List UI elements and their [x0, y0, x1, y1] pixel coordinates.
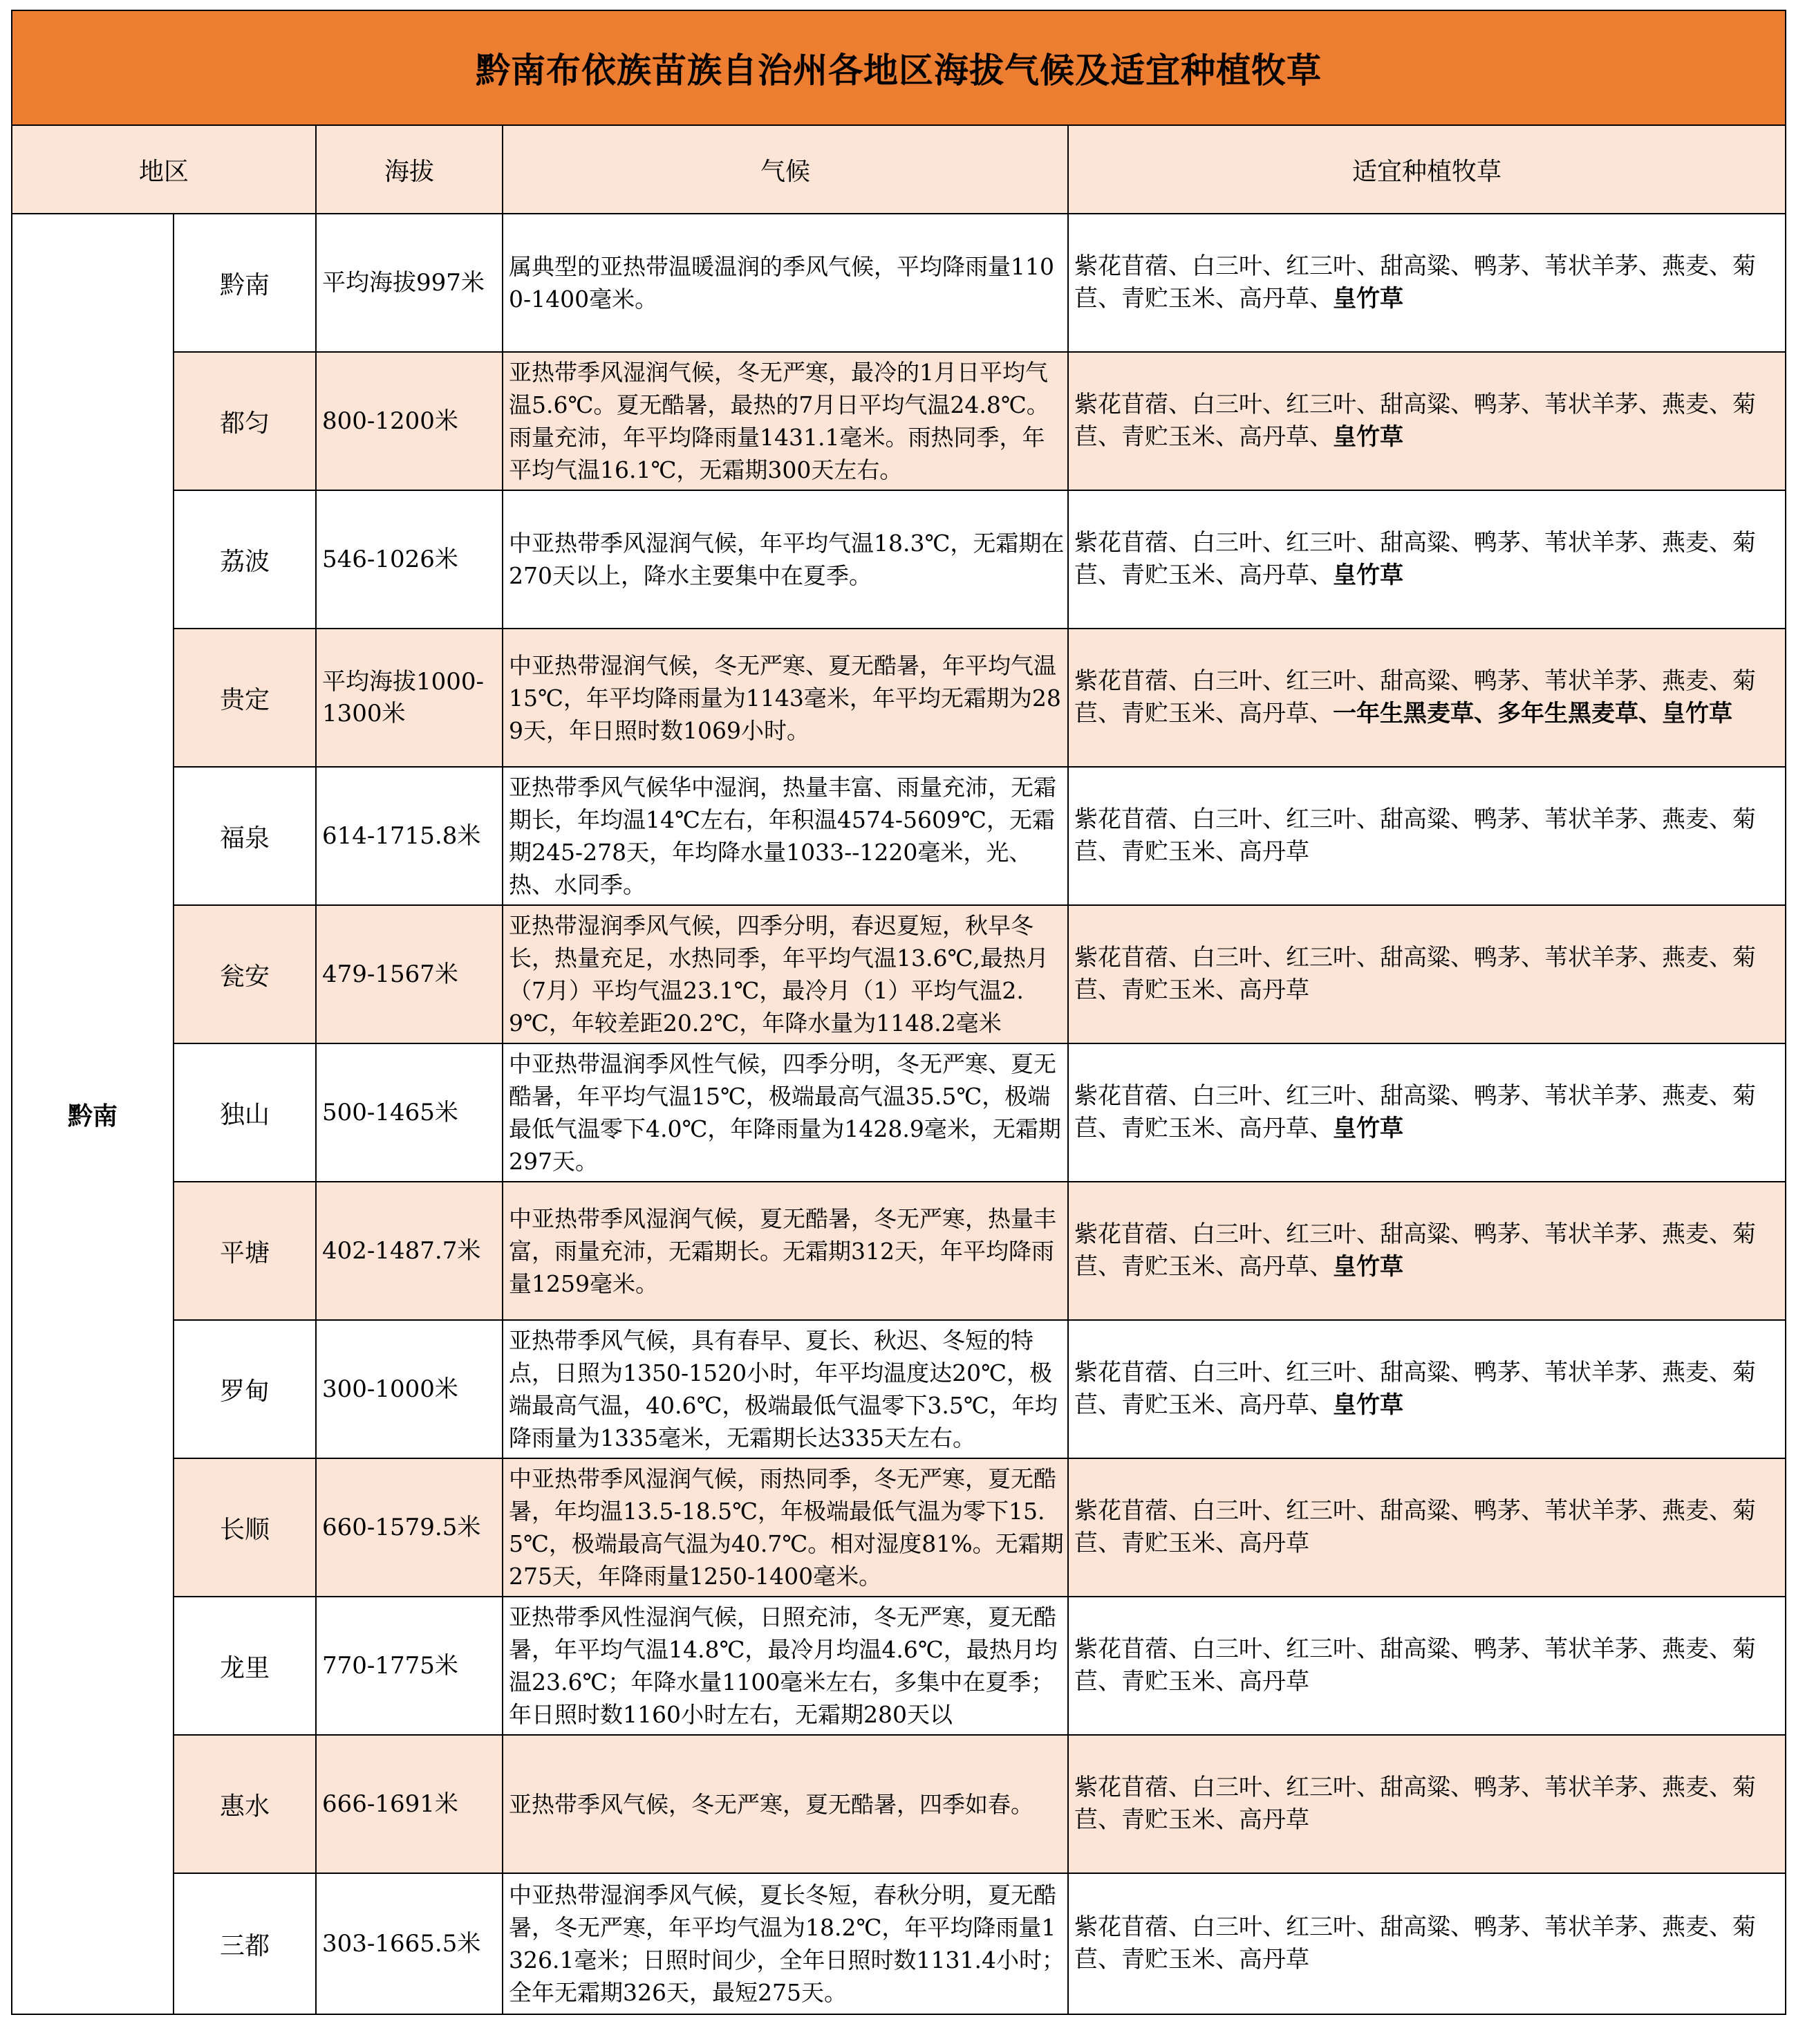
county-cell: 龙里 — [174, 1597, 316, 1735]
county-cell: 福泉 — [174, 767, 316, 905]
grass-cell — [1068, 767, 1786, 905]
grass-list: 紫花苜蓿、白三叶、红三叶、甜高粱、鸭茅、苇状羊茅、燕麦、菊苣、青贮玉米、高丹草 — [1074, 944, 1756, 1004]
grass-list: 紫花苜蓿、白三叶、红三叶、甜高粱、鸭茅、苇状羊茅、燕麦、菊苣、青贮玉米、高丹草 — [1074, 1913, 1756, 1973]
altitude-cell: 614-1715.8米 — [316, 767, 503, 905]
climate-cell: 亚热带季风气候，具有春早、夏长、秋迟、冬短的特点，日照为1350-1520小时，年平均温度达20℃，极端最高气温，40.6℃，极端最低气温零下3.5℃，年均降雨量为1335毫米，无霜期长达335天左右。 — [503, 1320, 1068, 1458]
altitude-cell: 500-1465米 — [316, 1043, 503, 1182]
grass-list: 紫花苜蓿、白三叶、红三叶、甜高粱、鸭茅、苇状羊茅、燕麦、菊苣、青贮玉米、高丹草 — [1074, 1635, 1756, 1695]
climate-cell: 中亚热带季风湿润气候，夏无酷暑，冬无严寒，热量丰富，雨量充沛，无霜期长。无霜期312天，年平均降雨量1259毫米。 — [503, 1182, 1068, 1320]
county-cell: 三都 — [174, 1873, 316, 2014]
climate-cell: 亚热带季风性湿润气候，日照充沛，冬无严寒，夏无酷暑，年平均气温14.8℃，最冷月均温4.6℃，最热月均温23.6℃；年降水量1100毫米左右，多集中在夏季；年日照时数1160小时左右，无霜期280天以 — [503, 1597, 1068, 1735]
climate-cell: 中亚热带季风湿润气候，雨热同季，冬无严寒，夏无酷暑，年均温13.5-18.5℃，年极端最低气温为零下15.5℃，极端最高气温为40.7℃。相对湿度81%。无霜期275天，年降雨量1250-1400毫米。 — [503, 1458, 1068, 1597]
table-row — [12, 1182, 1786, 1320]
grass-cell — [1068, 1320, 1786, 1458]
altitude-cell: 770-1775米 — [316, 1597, 503, 1735]
table-row — [12, 629, 1786, 767]
county-cell: 独山 — [174, 1043, 316, 1182]
climate-cell: 中亚热带季风湿润气候，年平均气温18.3℃，无霜期在270天以上，降水主要集中在夏季。 — [503, 490, 1068, 629]
header-region: 地区 — [12, 125, 316, 214]
grass-highlight: 皇竹草 — [1333, 285, 1403, 313]
grass-list: 紫花苜蓿、白三叶、红三叶、甜高粱、鸭茅、苇状羊茅、燕麦、菊苣、青贮玉米、高丹草 — [1074, 1497, 1756, 1557]
climate-cell: 中亚热带温润季风性气候，四季分明，冬无严寒、夏无酷暑，年平均气温15℃，极端最高气温35.5℃，极端最低气温零下4.0℃，年降雨量为1428.9毫米，无霜期297天。 — [503, 1043, 1068, 1182]
grass-cell — [1068, 1182, 1786, 1320]
grass-cell — [1068, 1873, 1786, 2014]
grass-list: 紫花苜蓿、白三叶、红三叶、甜高粱、鸭茅、苇状羊茅、燕麦、菊苣、青贮玉米、高丹草 — [1074, 1774, 1756, 1834]
table-row — [12, 1735, 1786, 1873]
grass-list: 紫花苜蓿、白三叶、红三叶、甜高粱、鸭茅、苇状羊茅、燕麦、菊苣、青贮玉米、高丹草 — [1074, 806, 1756, 866]
altitude-cell: 300-1000米 — [316, 1320, 503, 1458]
grass-highlight: 皇竹草 — [1333, 423, 1403, 451]
altitude-cell: 402-1487.7米 — [316, 1182, 503, 1320]
table-title: 黔南布依族苗族自治州各地区海拔气候及适宜种植牧草 — [12, 10, 1786, 125]
grass-cell — [1068, 1043, 1786, 1182]
grass-cell — [1068, 629, 1786, 767]
table-row — [12, 1597, 1786, 1735]
grass-highlight: 皇竹草 — [1333, 1115, 1403, 1142]
table-row — [12, 1458, 1786, 1597]
grass-cell — [1068, 905, 1786, 1043]
table-row — [12, 490, 1786, 629]
county-cell: 贵定 — [174, 629, 316, 767]
table-row — [12, 1320, 1786, 1458]
grass-cell — [1068, 490, 1786, 629]
table-row — [12, 767, 1786, 905]
table-row — [12, 1043, 1786, 1182]
grass-cell — [1068, 1597, 1786, 1735]
county-cell: 罗甸 — [174, 1320, 316, 1458]
climate-table — [11, 10, 1786, 2015]
altitude-cell: 平均海拔1000-1300米 — [316, 629, 503, 767]
county-cell: 荔波 — [174, 490, 316, 629]
altitude-cell: 800-1200米 — [316, 352, 503, 490]
header-grass: 适宜种植牧草 — [1068, 125, 1786, 214]
header-climate: 气候 — [503, 125, 1068, 214]
spreadsheet — [11, 10, 1785, 2034]
grass-highlight: 皇竹草 — [1333, 561, 1403, 589]
climate-cell: 亚热带季风气候，冬无严寒，夏无酷暑，四季如春。 — [503, 1735, 1068, 1873]
altitude-cell: 303-1665.5米 — [316, 1873, 503, 2014]
county-cell: 都匀 — [174, 352, 316, 490]
grass-highlight: 一年生黑麦草、多年生黑麦草、皇竹草 — [1333, 700, 1732, 727]
grass-list: 紫花苜蓿、白三叶、红三叶、甜高粱、鸭茅、苇状羊茅、燕麦、菊苣、青贮玉米、高丹草、 — [1074, 1220, 1756, 1281]
grass-list: 紫花苜蓿、白三叶、红三叶、甜高粱、鸭茅、苇状羊茅、燕麦、菊苣、青贮玉米、高丹草、 — [1074, 1359, 1756, 1419]
table-row — [12, 352, 1786, 490]
climate-cell: 亚热带湿润季风气候，四季分明，春迟夏短，秋早冬长，热量充足，水热同季，年平均气温13.6℃,最热月（7月）平均气温23.1℃，最冷月（1）平均气温2.9℃，年较差距20.2℃，年降水量为1148.2毫米 — [503, 905, 1068, 1043]
climate-cell: 中亚热带湿润气候，冬无严寒、夏无酷暑，年平均气温15℃，年平均降雨量为1143毫米，年平均无霜期为289天，年日照时数1069小时。 — [503, 629, 1068, 767]
grass-cell — [1068, 352, 1786, 490]
region-cell: 黔南 — [12, 214, 174, 2014]
grass-cell — [1068, 1735, 1786, 1873]
climate-cell: 亚热带季风气候华中湿润，热量丰富、雨量充沛，无霜期长，年均温14℃左右，年积温4574-5609℃，无霜期245-278天，年均降水量1033--1220毫米，光、热、水同季。 — [503, 767, 1068, 905]
grass-list: 紫花苜蓿、白三叶、红三叶、甜高粱、鸭茅、苇状羊茅、燕麦、菊苣、青贮玉米、高丹草、 — [1074, 529, 1756, 589]
table-row — [12, 1873, 1786, 2014]
altitude-cell: 546-1026米 — [316, 490, 503, 629]
grass-cell — [1068, 1458, 1786, 1597]
county-cell: 瓮安 — [174, 905, 316, 1043]
climate-cell: 属典型的亚热带温暖温润的季风气候，平均降雨量1100-1400毫米。 — [503, 214, 1068, 352]
grass-list: 紫花苜蓿、白三叶、红三叶、甜高粱、鸭茅、苇状羊茅、燕麦、菊苣、青贮玉米、高丹草、 — [1074, 667, 1756, 727]
altitude-cell: 666-1691米 — [316, 1735, 503, 1873]
grass-list: 紫花苜蓿、白三叶、红三叶、甜高粱、鸭茅、苇状羊茅、燕麦、菊苣、青贮玉米、高丹草、 — [1074, 391, 1756, 451]
grass-list: 紫花苜蓿、白三叶、红三叶、甜高粱、鸭茅、苇状羊茅、燕麦、菊苣、青贮玉米、高丹草、 — [1074, 252, 1756, 313]
county-cell: 惠水 — [174, 1735, 316, 1873]
climate-cell: 亚热带季风湿润气候，冬无严寒，最冷的1月日平均气温5.6℃。夏无酷暑，最热的7月日平均气温24.8℃。雨量充沛，年平均降雨量1431.1毫米。雨热同季，年平均气温16.1℃，无霜期300天左右。 — [503, 352, 1068, 490]
grass-highlight: 皇竹草 — [1333, 1253, 1403, 1281]
altitude-cell: 479-1567米 — [316, 905, 503, 1043]
county-cell: 长顺 — [174, 1458, 316, 1597]
county-cell: 平塘 — [174, 1182, 316, 1320]
county-cell: 黔南 — [174, 214, 316, 352]
header-altitude: 海拔 — [316, 125, 503, 214]
table-row — [12, 905, 1786, 1043]
grass-list: 紫花苜蓿、白三叶、红三叶、甜高粱、鸭茅、苇状羊茅、燕麦、菊苣、青贮玉米、高丹草、 — [1074, 1082, 1756, 1142]
grass-highlight: 皇竹草 — [1333, 1391, 1403, 1419]
altitude-cell: 平均海拔997米 — [316, 214, 503, 352]
table-row — [12, 214, 1786, 352]
grass-cell — [1068, 214, 1786, 352]
climate-cell: 中亚热带湿润季风气候，夏长冬短，春秋分明，夏无酷暑，冬无严寒，年平均气温为18.2℃，年平均降雨量1326.1毫米；日照时间少，全年日照时数1131.4小时；全年无霜期326天，最短275天。 — [503, 1873, 1068, 2014]
altitude-cell: 660-1579.5米 — [316, 1458, 503, 1597]
